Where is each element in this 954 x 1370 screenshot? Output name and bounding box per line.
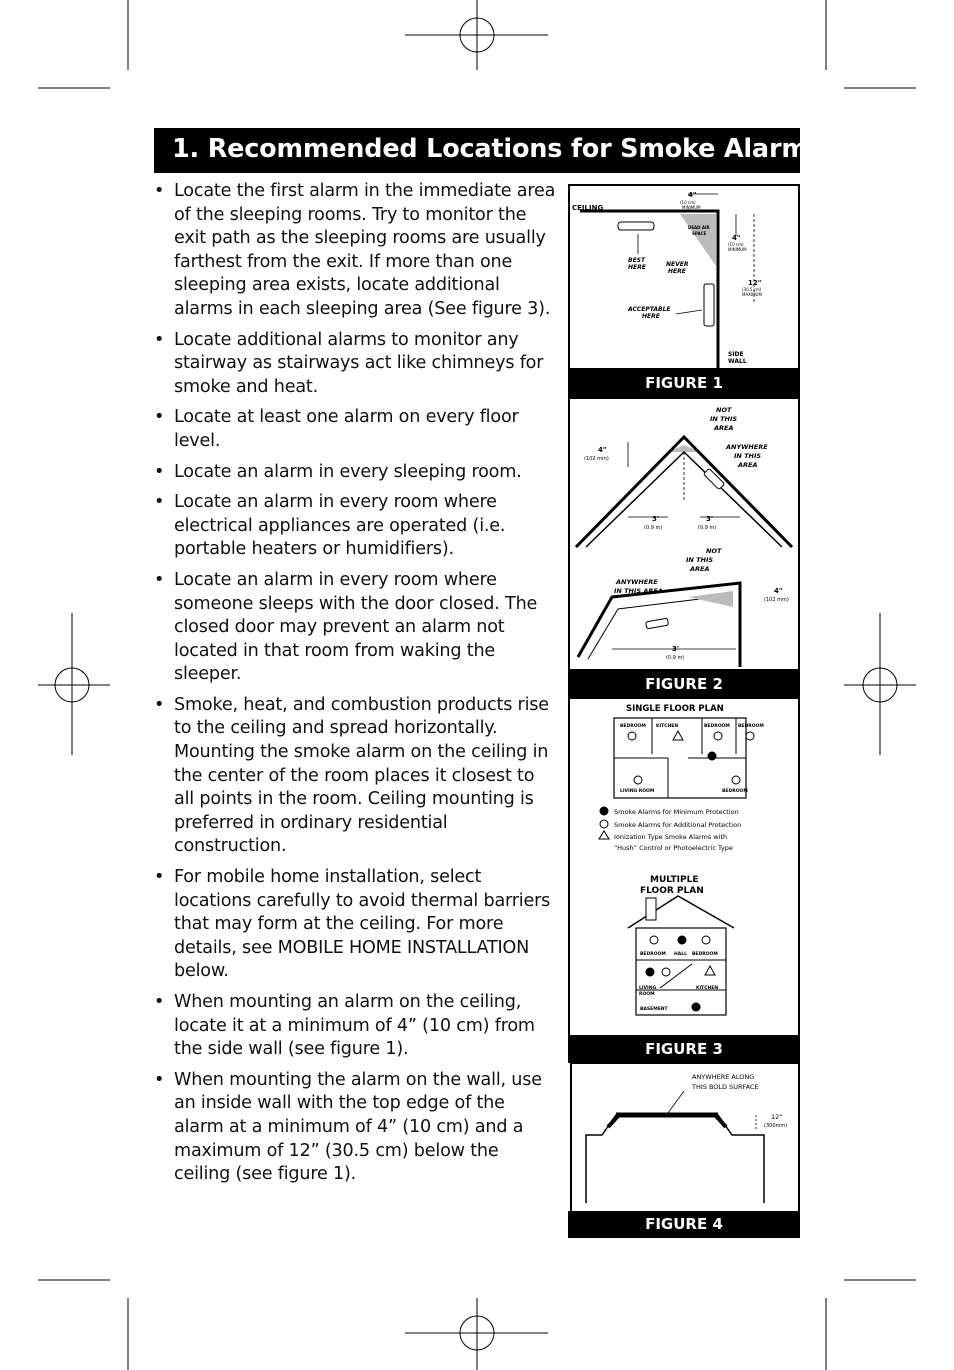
fig1-minimum-label: MINIMUM [682, 205, 701, 210]
fig2-not2-3: AREA [690, 565, 710, 573]
list-item: • When mounting the alarm on the wall, use an inside wall with the top edge of the alarm at a minimum of 4” (10 cm) and a maximum of 12” (30.5 cm) below the ceiling (see figure 1). [154, 1069, 559, 1187]
fig1-dim-top: 4" [688, 191, 697, 199]
fig2-any1-1: ANYWHERE [726, 443, 768, 451]
fig2-dim-a: 4" [598, 446, 607, 454]
bullet-list [154, 180, 559, 1194]
fig3-legend-3: Ionization Type Smoke Alarms with [614, 833, 728, 841]
fig3-multiple-2: FLOOR PLAN [640, 886, 704, 896]
fig3-room: LIVING [639, 986, 657, 991]
fig2-not1-3: AREA [714, 424, 734, 432]
figure-3-diagram [568, 698, 800, 1036]
list-item: • Locate an alarm in every room where someone sleeps with the door closed. The closed door may prevent an alarm not located in that room from waking the sleeper. [154, 569, 559, 687]
list-item: • Locate an alarm in every sleeping room. [154, 461, 559, 485]
list-item: • Locate the first alarm in the immediate area of the sleeping rooms. Try to monitor the exit path as the sleeping rooms are usually farthest from the exit. If more than one sleeping area exists, locate additional alarms in each sleeping area (See figure 3). [154, 180, 559, 322]
fig3-room: BEDROOM [692, 952, 718, 957]
fig1-dim-side-cm: (10 cm) [728, 242, 744, 247]
fig1-dead-air-1: DEAD AIR [688, 225, 710, 230]
figure-2-caption: FIGURE 2 [568, 671, 800, 698]
fig3-room: BEDROOM [640, 952, 666, 957]
fig3-room: BEDROOM [738, 724, 764, 729]
fig3-room: KITCHEN [696, 986, 719, 991]
fig1-side-2: WALL [728, 358, 747, 365]
list-item: • Locate at least one alarm on every floor level. [154, 406, 559, 453]
fig3-room: BASEMENT [640, 1007, 668, 1012]
fig3-legend-4: “Hush” Control or Photoelectric Type [614, 844, 733, 852]
figure-1-caption: FIGURE 1 [568, 370, 800, 397]
fig1-maximum-label: MAXIMUM [742, 292, 762, 297]
fig1-acceptable-1: ACCEPTABLE [628, 306, 671, 313]
fig1-best-1: BEST [628, 257, 646, 264]
fig3-room: ROOM [639, 992, 655, 997]
fig1-dim-side: 4" [732, 234, 741, 242]
fig1-best-2: HERE [628, 264, 646, 271]
figure-4-diagram [568, 1063, 800, 1213]
fig1-side-1: SIDE [728, 351, 744, 358]
fig1-never-1: NEVER [666, 261, 689, 268]
figure-4-caption: FIGURE 4 [568, 1211, 800, 1238]
fig3-room: LIVING ROOM [620, 789, 655, 794]
fig1-minimum-label-2: MINIMUM [728, 247, 747, 252]
page-title: 1. Recommended Locations for Smoke Alarms [172, 134, 823, 164]
figures-column [568, 184, 800, 1238]
fig2-any2-2: IN THIS AREA [614, 587, 663, 595]
fig2-dim-a-mm: (102 mm) [584, 456, 609, 462]
list-item: • Smoke, heat, and combustion products rise to the ceiling and spread horizontally. Mounting the smoke alarm on the ceiling in the center of the room places it closest to all points in the room. Ceiling mounting is preferred in ordinary residential construction. [154, 694, 559, 859]
fig3-room: BEDROOM [620, 724, 646, 729]
fig2-dim-b-m: (0.9 m) [644, 525, 663, 531]
fig4-dim-mm: (300mm) [764, 1123, 788, 1129]
fig3-room: BEDROOM [722, 789, 748, 794]
fig2-not1-1: NOT [716, 406, 732, 414]
fig2-not2-1: NOT [706, 547, 722, 555]
fig2-dim-e-m: (0.9 m) [666, 655, 685, 661]
fig1-dim-max-cm: (30.5 cm) [742, 287, 762, 292]
fig2-dim-e: 3' [672, 645, 680, 653]
fig3-legend-1: Smoke Alarms for Minimum Protection [614, 808, 739, 816]
fig3-legend-2: Smoke Alarms for Additional Protection [614, 821, 742, 829]
fig3-single-title: SINGLE FLOOR PLAN [626, 704, 724, 714]
fig2-dim-b: 3' [652, 515, 660, 523]
figure-2-diagram [568, 397, 800, 671]
fig2-dim-d-mm: (102 mm) [764, 597, 789, 603]
list-item: • When mounting an alarm on the ceiling, locate it at a minimum of 4” (10 cm) from the side wall (see figure 1). [154, 991, 559, 1062]
fig1-dim-max: 12" [748, 279, 762, 287]
fig3-room: BEDROOM [704, 724, 730, 729]
fig4-dim: 12” [771, 1113, 783, 1121]
fig2-dim-d: 4" [774, 587, 783, 595]
figure-3-caption: FIGURE 3 [568, 1036, 800, 1063]
fig1-dim-top-cm: (10 cm) [680, 200, 696, 205]
fig4-note-2: THIS BOLD SURFACE [692, 1083, 759, 1091]
fig2-not2-2: IN THIS [686, 556, 714, 564]
fig3-room: HALL [674, 952, 687, 957]
fig2-dim-c-m: (0.9 m) [698, 525, 717, 531]
fig1-acceptable-2: HERE [642, 313, 660, 320]
fig1-never-2: HERE [668, 268, 686, 275]
section-title-bar [154, 128, 823, 173]
fig2-any2-1: ANYWHERE [616, 578, 658, 586]
fig3-room: KITCHEN [656, 724, 679, 729]
list-item: • Locate additional alarms to monitor any stairway as stairways act like chimneys for smoke and heat. [154, 329, 559, 400]
fig4-note-1: ANYWHERE ALONG [692, 1073, 755, 1081]
figure-1-diagram [568, 184, 800, 370]
list-item: • For mobile home installation, select locations carefully to avoid thermal barriers that may form at the ceiling. For more details, see MOBILE HOME INSTALLATION below. [154, 866, 559, 984]
fig2-not1-2: IN THIS [710, 415, 738, 423]
fig2-any1-3: AREA [738, 461, 758, 469]
fig2-any1-2: IN THIS [734, 452, 762, 460]
fig1-dead-air-2: SPACE [692, 231, 707, 236]
fig3-multiple-1: MULTIPLE [650, 875, 699, 885]
fig1-ceiling-label: CEILING [572, 204, 604, 212]
fig2-dim-c: 3' [706, 515, 714, 523]
list-item: • Locate an alarm in every room where electrical appliances are operated (i.e. portable heaters or humidifiers). [154, 491, 559, 562]
